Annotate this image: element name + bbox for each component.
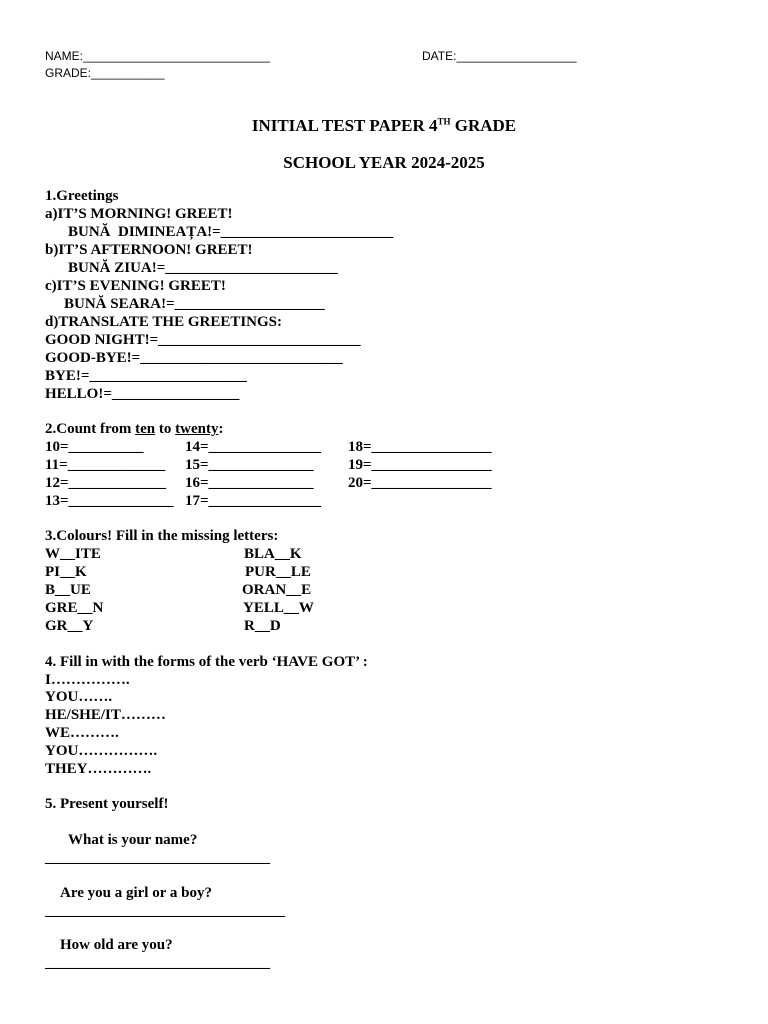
count-item: 13=______________ [45, 493, 174, 509]
count-item: 20=________________ [348, 475, 492, 491]
count-heading-text: 2.Count from [45, 421, 136, 437]
translation-line: GOOD NIGHT!=___________________________ [45, 332, 361, 348]
count-item: 18=________________ [348, 439, 492, 455]
section-5-heading: 5. Present yourself! [45, 796, 169, 812]
translation-line: HELLO!=_________________ [45, 386, 240, 402]
question-name: What is your name? [68, 832, 198, 848]
colour-item: GRE__N [45, 600, 104, 616]
page-subtitle: SCHOOL YEAR 2024-2025 [283, 153, 485, 172]
greeting-a: a)IT’S MORNING! GREET! [45, 206, 233, 222]
greeting-b: b)IT’S AFTERNOON! GREET! [45, 242, 253, 258]
verb-form-line: THEY…………. [45, 761, 152, 777]
count-item: 10=__________ [45, 439, 144, 455]
count-item: 19=________________ [348, 457, 492, 473]
count-item: 11=_____________ [45, 457, 166, 473]
verb-form-line: WE………. [45, 725, 119, 741]
count-item: 15=______________ [185, 457, 314, 473]
title-superscript: TH [437, 116, 451, 127]
count-item: 16=______________ [185, 475, 314, 491]
count-heading-text: to [155, 421, 176, 437]
count-item: 17=_______________ [185, 493, 322, 509]
count-item: 14=_______________ [185, 439, 322, 455]
section-4-heading: 4. Fill in with the forms of the verb ‘HAVE GOT’ : [45, 654, 368, 670]
title-end: GRADE [450, 116, 517, 135]
greeting-a-answer: BUNĂ DIMINEAȚA!=_______________________ [68, 224, 394, 240]
page-title [0, 116, 768, 136]
verb-form-line: I……………. [45, 672, 130, 688]
colour-item: R__D [244, 618, 281, 634]
colour-item: GR__Y [45, 618, 94, 634]
count-heading-ten: ten [135, 421, 156, 437]
colour-item: PI__K [45, 564, 87, 580]
verb-form-line: YOU……………. [45, 743, 158, 759]
count-heading-text: : [218, 421, 224, 437]
question-girl-or-boy: Are you a girl or a boy? [60, 885, 212, 901]
count-item: 12=_____________ [45, 475, 167, 491]
verb-form-line: YOU……. [45, 689, 113, 705]
translation-line: BYE!=_____________________ [45, 368, 247, 384]
verb-form-line: HE/SHE/IT……… [45, 707, 166, 723]
answer-line: ______________________________ [45, 955, 270, 971]
colour-item: W__ITE [45, 546, 101, 562]
count-heading-twenty: twenty [175, 421, 219, 437]
colour-item: BLA__K [244, 546, 302, 562]
greeting-c: c)IT’S EVENING! GREET! [45, 278, 226, 294]
grade-field-line: GRADE:___________ [45, 66, 165, 80]
greeting-d: d)TRANSLATE THE GREETINGS: [45, 314, 283, 330]
section-1-heading: 1.Greetings [45, 188, 119, 204]
colour-item: PUR__LE [245, 564, 311, 580]
answer-line: ______________________________ [45, 850, 270, 866]
greeting-b-answer: BUNĂ ZIUA!=_______________________ [68, 260, 338, 276]
greeting-c-answer: BUNĂ SEARA!=____________________ [64, 296, 325, 312]
answer-line: ________________________________ [45, 903, 285, 919]
title-main: INITIAL TEST PAPER 4 [251, 116, 438, 135]
name-field-line: NAME:____________________________ [45, 49, 270, 63]
translation-line: GOOD-BYE!=___________________________ [45, 350, 343, 366]
section-3-heading: 3.Colours! Fill in the missing letters: [45, 528, 279, 544]
colour-item: B__UE [45, 582, 91, 598]
question-age: How old are you? [60, 937, 173, 953]
colour-item: ORAN__E [242, 582, 312, 598]
date-field-line: DATE:__________________ [422, 49, 577, 63]
section-2-heading [45, 422, 223, 437]
colour-item: YELL__W [243, 600, 314, 616]
